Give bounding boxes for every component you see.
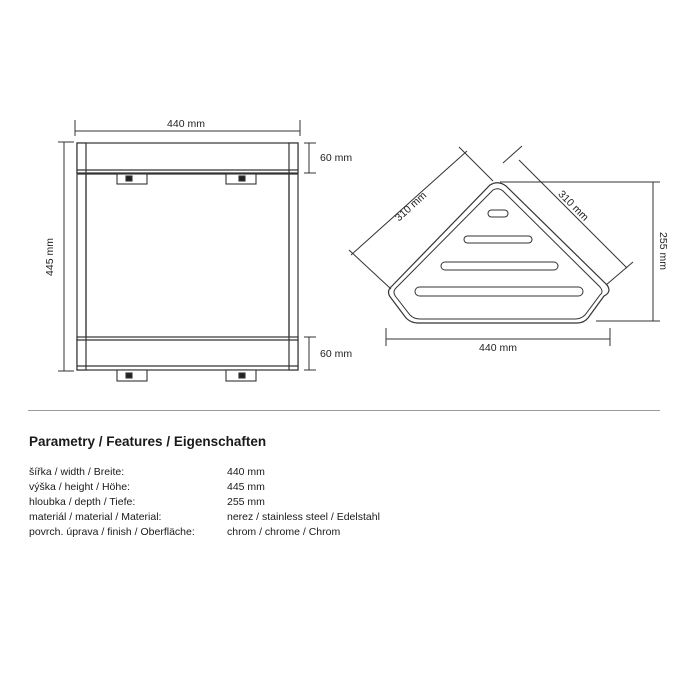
front-width-label: 440 mm — [167, 118, 205, 130]
top-right-edge-label: 310 mm — [555, 188, 591, 224]
top-right-edge-dimension — [503, 146, 633, 285]
front-bottom-gap-dimension — [304, 337, 316, 370]
shelf-frame — [77, 143, 298, 370]
top-view — [349, 146, 660, 346]
spec-value: 255 mm — [227, 496, 265, 508]
spec-label: šířka / width / Breite: — [29, 466, 125, 478]
spec-value: 445 mm — [227, 481, 265, 493]
spec-label: materiál / material / Material: — [29, 511, 162, 523]
front-view — [58, 120, 316, 381]
spec-label: povrch. úprava / finish / Oberfläche: — [29, 526, 195, 538]
front-height-dimension — [58, 142, 74, 371]
top-left-edge-label: 310 mm — [392, 189, 430, 224]
tray-slots — [415, 210, 583, 296]
front-bottom-gap-label: 60 mm — [320, 348, 353, 360]
spec-value: 440 mm — [227, 466, 265, 478]
top-left-edge-dimension — [349, 147, 493, 289]
front-height-label: 445 mm — [44, 238, 56, 276]
specs-title: Parametry / Features / Eigenschaften — [29, 434, 267, 449]
spec-label: hloubka / depth / Tiefe: — [29, 496, 136, 508]
top-depth-label: 255 mm — [657, 232, 669, 270]
spec-value: nerez / stainless steel / Edelstahl — [227, 511, 380, 523]
front-top-gap-label: 60 mm — [320, 152, 353, 164]
spec-value: chrom / chrome / Chrom — [227, 526, 341, 538]
spec-label: výška / height / Höhe: — [29, 481, 130, 493]
front-top-gap-dimension — [304, 143, 316, 173]
section-divider — [28, 410, 660, 411]
top-width-label: 440 mm — [479, 342, 517, 354]
